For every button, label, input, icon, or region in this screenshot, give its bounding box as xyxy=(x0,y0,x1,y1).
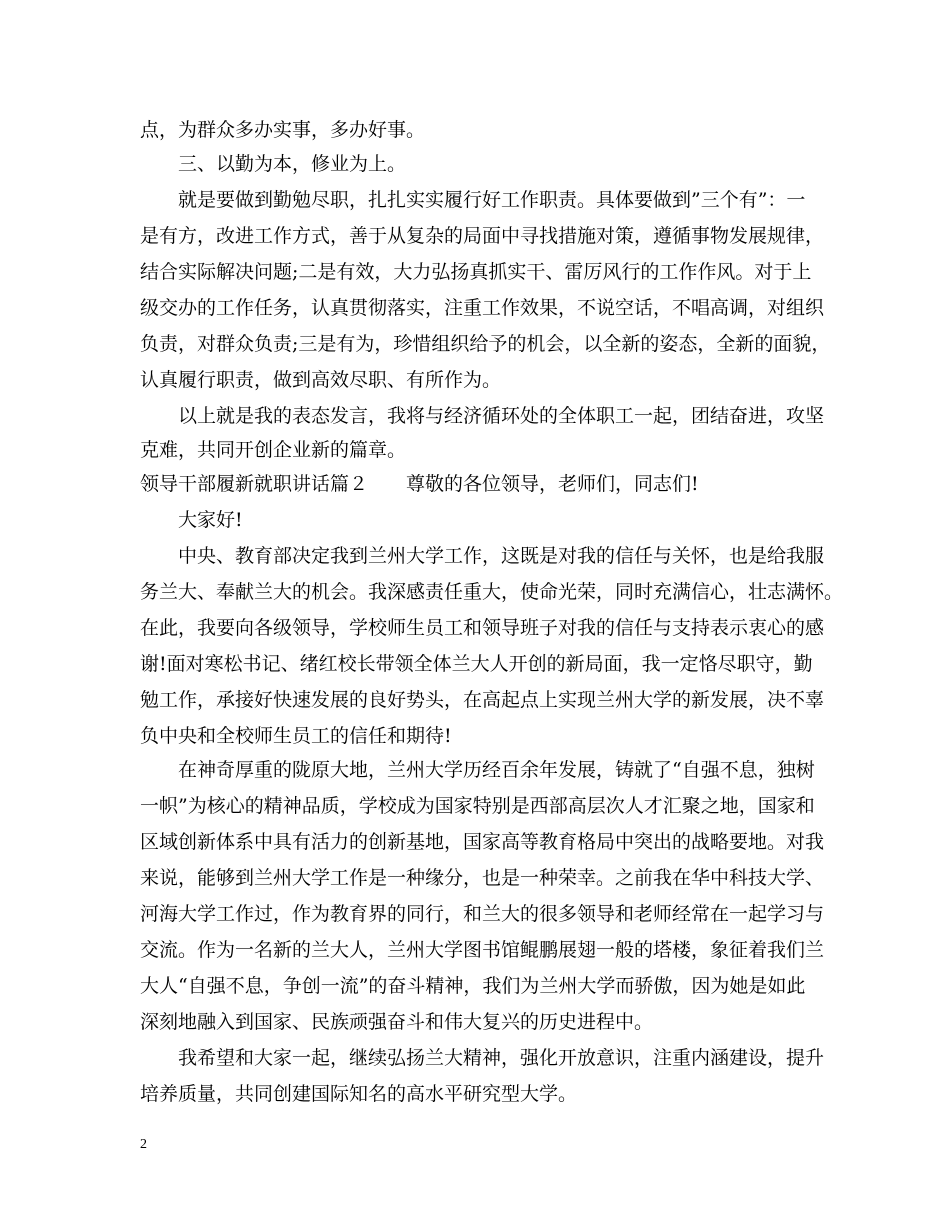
text-line: 来说，能够到兰州大学工作是一种缘分，也是一种荣幸。之前我在华中科技大学、 xyxy=(140,867,825,889)
text-line: 大人“自强不息，争创一流”的奋斗精神，我们为兰州大学而骄傲，因为她是如此 xyxy=(140,975,806,997)
text-line: 务兰大、奉献兰大的机会。我深感责任重大，使命光荣，同时充满信心，壮志满怀。 xyxy=(140,581,844,603)
greeting-line: 大家好! xyxy=(178,509,243,531)
text-line: 点，为群众多办实事，多办好事。 xyxy=(140,119,426,141)
text-line: 在此，我要向各级领导，学校师生员工和领导班子对我的信任与支持表示衷心的感 xyxy=(140,617,825,639)
text-line: 河海大学工作过，作为教育界的同行，和兰大的很多领导和老师经常在一起学习与 xyxy=(140,903,825,925)
text-line: 负责，对群众负责;三是有为，珍惜组织给予的机会，以全新的姿态，全新的面貌， xyxy=(140,333,831,355)
text-line: 培养质量，共同创建国际知名的高水平研究型大学。 xyxy=(140,1083,578,1105)
text-line: 以上就是我的表态发言，我将与经济循环处的全体职工一起，团结奋进，攻坚 xyxy=(178,405,825,427)
text-line: 我希望和大家一起，继续弘扬兰大精神，强化开放意识，注重内涵建设，提升 xyxy=(178,1047,825,1069)
text-line: 谢!面对寒松书记、绪红校长带领全体兰大人开创的新局面，我一定恪尽职守，勤 xyxy=(140,653,813,675)
text-line: 负中央和全校师生员工的信任和期待! xyxy=(140,725,452,747)
article-title-line: 领导干部履新就职讲话篇２ 尊敬的各位领导，老师们，同志们! xyxy=(140,473,699,495)
text-line: 区域创新体系中具有活力的创新基地，国家高等教育格局中突出的战略要地。对我 xyxy=(140,831,825,853)
text-line: 克难，共同开创企业新的篇章。 xyxy=(140,439,407,461)
text-line: 级交办的工作任务，认真贯彻落实，注重工作效果，不说空话，不唱高调，对组织 xyxy=(140,297,825,319)
text-line: 认真履行职责，做到高效尽职、有所作为。 xyxy=(140,369,502,391)
section-heading: 三、以勤为本，修业为上。 xyxy=(178,153,407,175)
text-line: 勉工作，承接好快速发展的良好势头，在高起点上实现兰州大学的新发展，决不辜 xyxy=(140,689,825,711)
text-line: 是有方，改进工作方式，善于从复杂的局面中寻找措施对策，遵循事物发展规律， xyxy=(140,225,825,247)
text-line: 就是要做到勤勉尽职，扎扎实实履行好工作职责。具体要做到”三个有”：一 xyxy=(178,189,806,211)
text-line: 深刻地融入到国家、民族顽强奋斗和伟大复兴的历史进程中。 xyxy=(140,1011,654,1033)
text-line: 结合实际解决问题;二是有效，大力弘扬真抓实干、雷厉风行的工作作风。对于上 xyxy=(140,261,812,283)
text-line: 一帜”为核心的精神品质，学校成为国家特别是西部高层次人才汇聚之地，国家和 xyxy=(140,795,815,817)
page-number: 2 xyxy=(140,1137,147,1152)
text-line: 交流。作为一名新的兰大人，兰州大学图书馆鲲鹏展翅一般的塔楼，象征着我们兰 xyxy=(140,939,825,961)
text-line: 在神奇厚重的陇原大地，兰州大学历经百余年发展，铸就了“自强不息，独树 xyxy=(178,759,815,781)
text-line: 中央、教育部决定我到兰州大学工作，这既是对我的信任与关怀，也是给我服 xyxy=(178,545,825,567)
